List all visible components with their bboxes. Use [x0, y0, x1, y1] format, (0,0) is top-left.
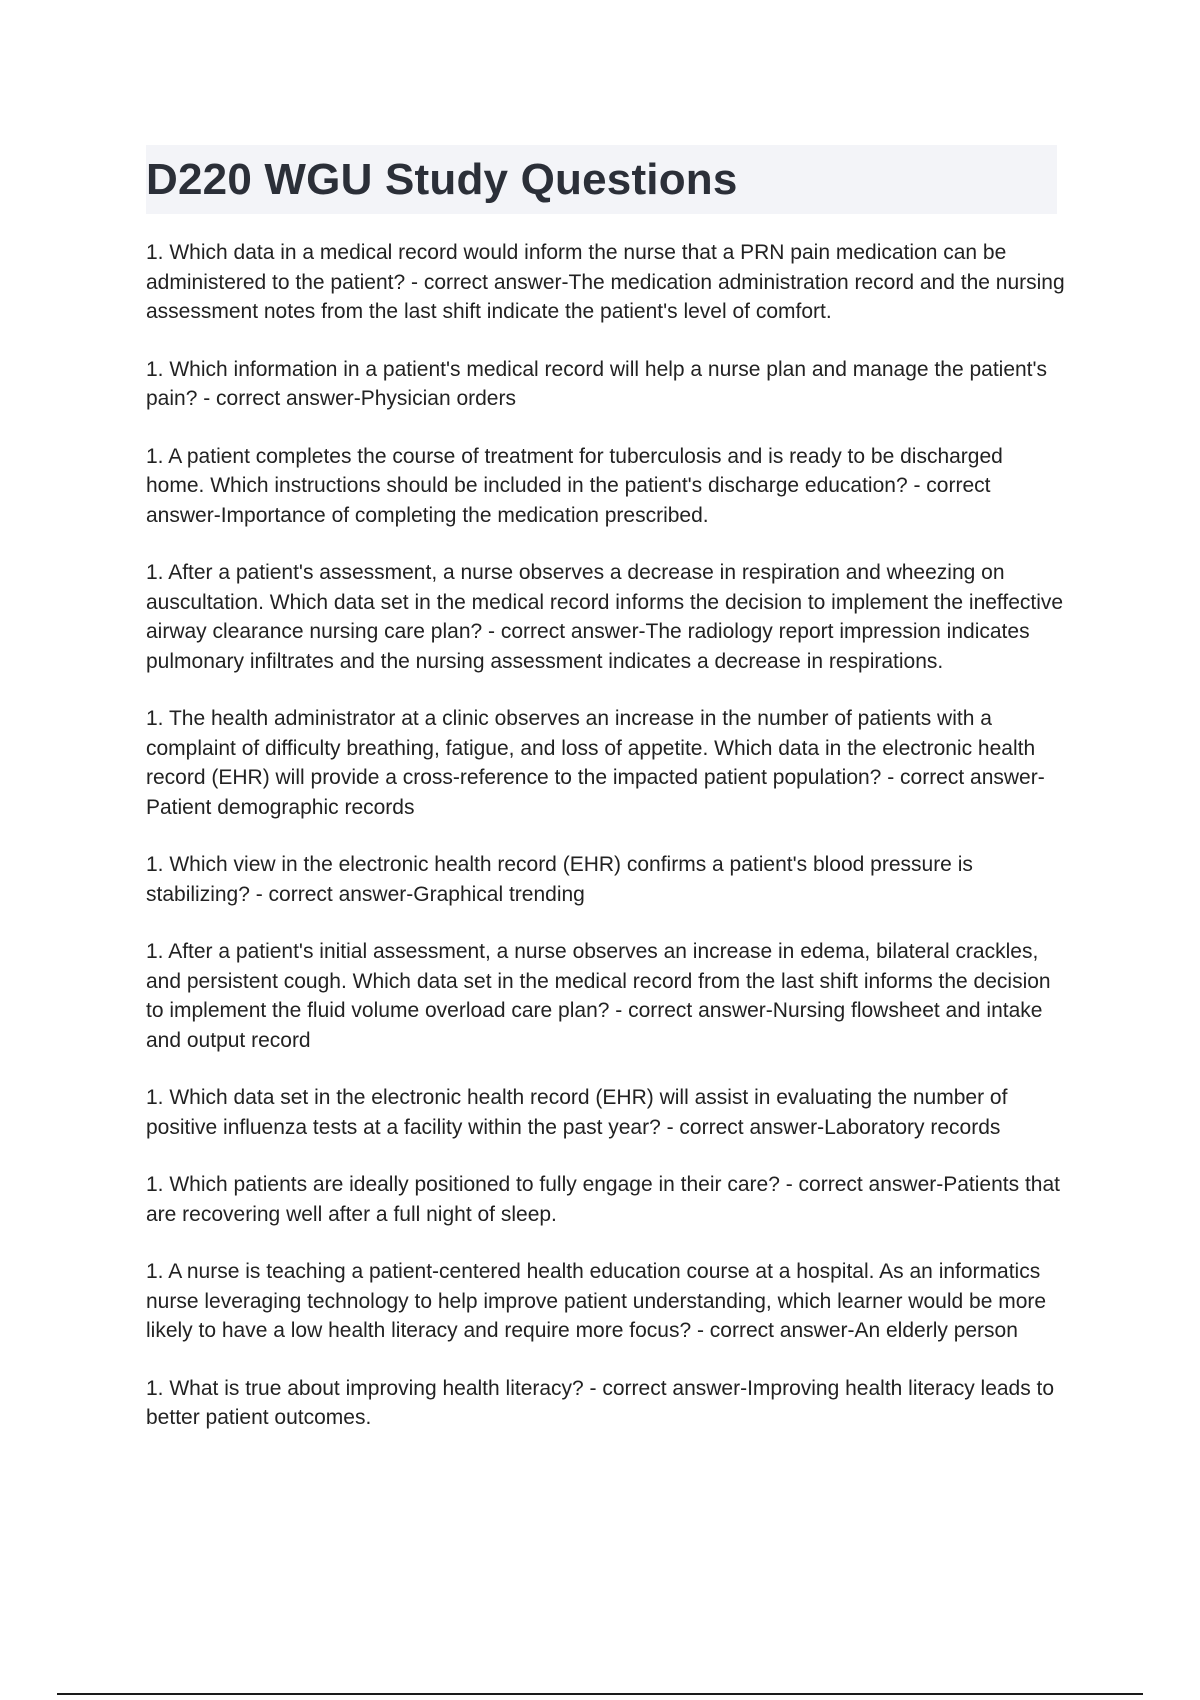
- question-item-11: 1. What is true about improving health literacy? - correct answer-Improving health literacy leads to better patient outcomes.: [146, 1376, 1055, 1429]
- question-item-5: 1. The health administrator at a clinic observes an increase in the number of patients with a complaint of difficulty breathing, fatigue, and loss of appetite. Which data in the electronic health record (EHR) will provide a cross-reference to the impacted patient population? - correct answer-Patient demographic records: [146, 707, 1045, 819]
- question-item-7: 1. After a patient's initial assessment, a nurse observes an increase in edema, bilateral crackles, and persistent cough. Which data set in the medical record from the last shift informs the decision to implement the fluid volume overload care plan? - correct answer-Nursing flowsheet and intake and output record: [146, 940, 1051, 1052]
- question-item-3: 1. A patient completes the course of treatment for tuberculosis and is ready to be discharged home. Which instructions should be included in the patient's discharge education? - correct answer-Importance of completing the medication prescribed.: [146, 444, 1003, 527]
- question-item-4: 1. After a patient's assessment, a nurse observes a decrease in respiration and wheezing on auscultation. Which data set in the medical record informs the decision to implement the ineffective airway clearance nursing care plan? - correct answer-The radiology report impression indicates pulmonary infiltrates and the nursing assessment indicates a decrease in respirations.: [146, 561, 1064, 673]
- title-banner: [146, 145, 1057, 214]
- question-item-1: 1. Which data in a medical record would inform the nurse that a PRN pain medication can be administered to the patient? - correct answer-The medication administration record and the nursing assessment notes from the last shift indicate the patient's level of comfort.: [146, 241, 1065, 323]
- question-list: [146, 238, 1066, 1461]
- question-item-8: 1. Which data set in the electronic health record (EHR) will assist in evaluating the number of positive influenza tests at a facility within the past year? - correct answer-Laboratory records: [146, 1086, 1008, 1139]
- page-title: D220 WGU Study Questions: [146, 155, 738, 204]
- question-item-9: 1. Which patients are ideally positioned to fully engage in their care? - correct answer-Patients that are recovering well after a full night of sleep.: [146, 1173, 1060, 1226]
- question-item-2: 1. Which information in a patient's medical record will help a nurse plan and manage the patient's pain? - correct answer-Physician orders: [146, 357, 1048, 410]
- footer-divider: [57, 1693, 1143, 1695]
- question-item-10: 1. A nurse is teaching a patient-centered health education course at a hospital. As an informatics nurse leveraging technology to help improve patient understanding, which learner would be more likely to have a low health literacy and require more focus? - correct answer-An elderly person: [146, 1260, 1047, 1342]
- question-item-6: 1. Which view in the electronic health record (EHR) confirms a patient's blood pressure is stabilizing? - correct answer-Graphical trending: [146, 853, 973, 906]
